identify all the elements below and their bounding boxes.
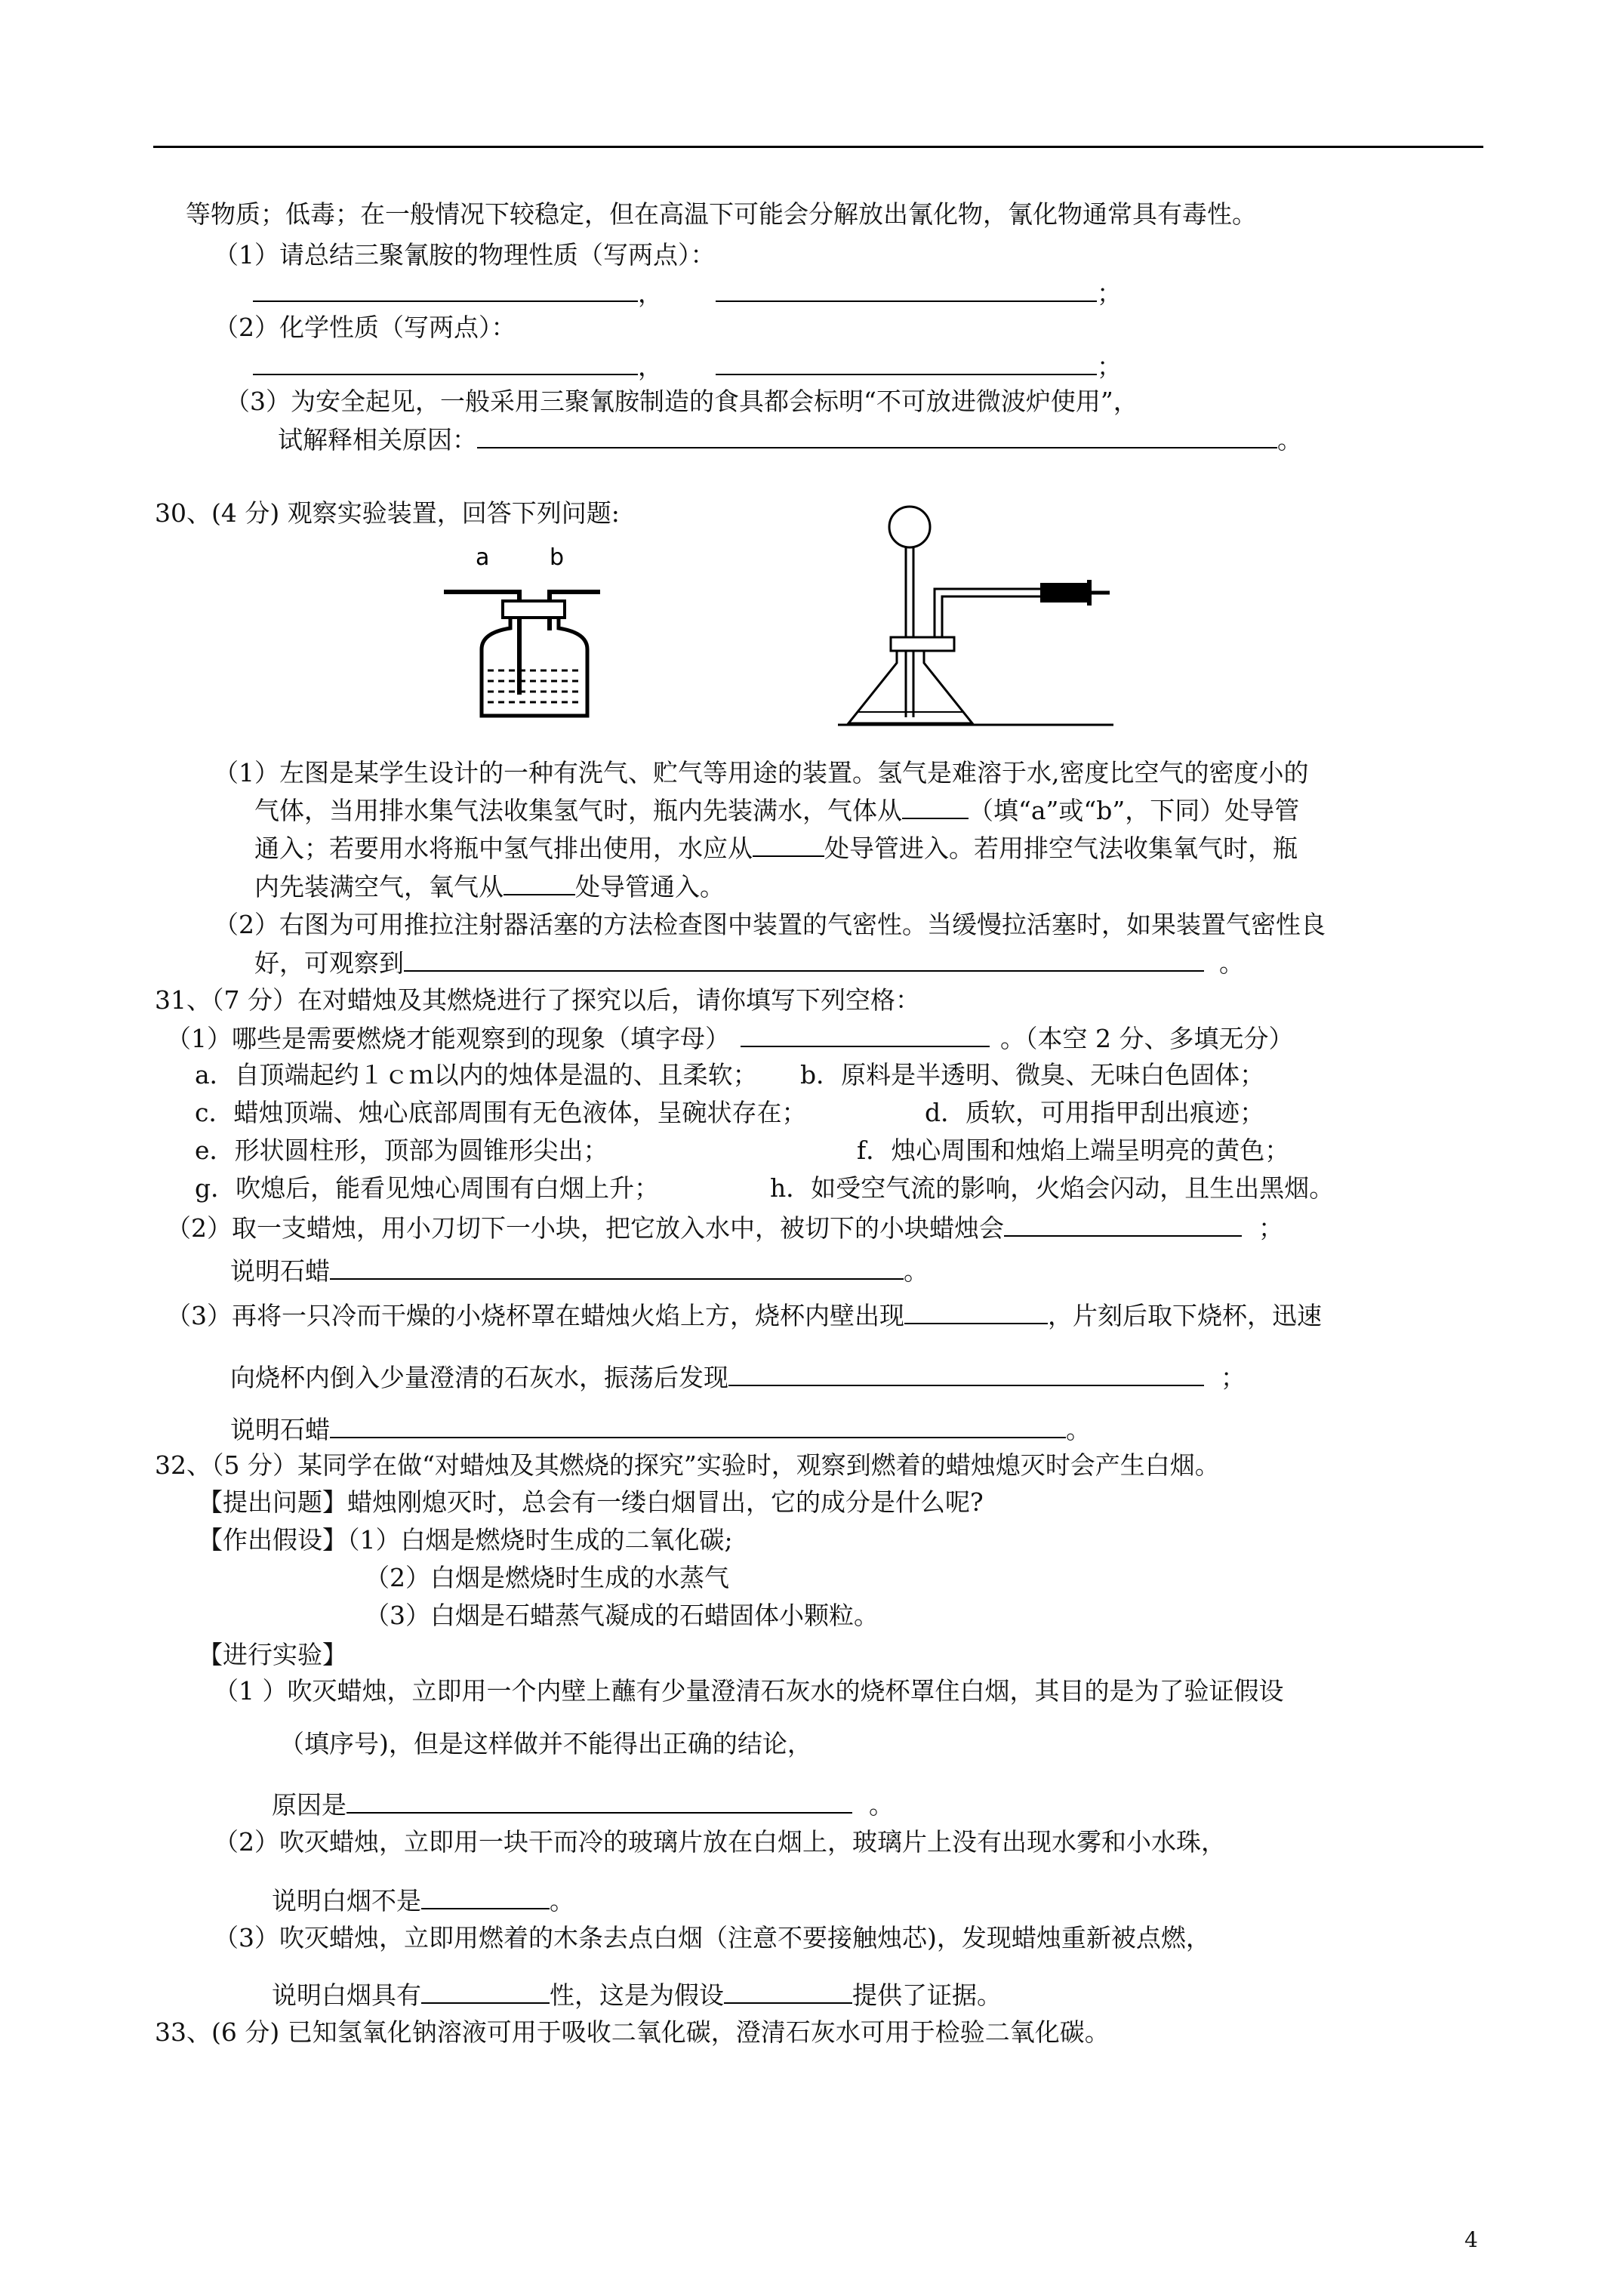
q30-line2: 气体，当用排水集气法收集氢气时，瓶内先装满水，气体从 （填“a”或“b”，下同）处导管	[254, 796, 1300, 825]
label-a: a	[476, 544, 490, 571]
airtightness-check-diagram	[838, 498, 1125, 736]
q29-part1: （1）请总结三聚氰胺的物理性质（写两点）：	[214, 240, 716, 270]
answer-blank[interactable]	[253, 351, 638, 375]
q30-line3: 通入；若要用水将瓶中氢气排出使用，水应从 处导管进入。若用排空气法收集氧气时，瓶	[254, 834, 1298, 863]
answer-blank[interactable]	[724, 1980, 852, 2004]
q31-option-g: g．吹熄后，能看见烛心周围有白烟上升；	[195, 1173, 660, 1203]
q32-hypothesis-1: 【作出假设】（1）白烟是燃烧时生成的二氧化碳;	[198, 1525, 733, 1555]
answer-blank[interactable]	[330, 1256, 904, 1280]
q29-part2-blanks: ， ；	[253, 351, 1122, 382]
q31-option-c: c．蜡烛顶端、烛心底部周围有无色液体，呈碗状存在；	[195, 1098, 807, 1127]
gas-washing-bottle-diagram	[438, 544, 619, 725]
q32-experiment-heading: 【进行实验】	[198, 1640, 347, 1669]
q32-exp3-line2: 说明白烟具有 性，这是为假设 提供了证据。	[272, 1980, 1002, 2010]
answer-blank[interactable]	[902, 795, 969, 819]
q32-exp1-line3: 原因是 。	[272, 1790, 894, 1820]
q31-part2-line2: 说明石蜡 。	[230, 1256, 929, 1286]
q31-option-a: a．自顶端起约１ｃｍ以内的烛体是温的、且柔软；	[195, 1060, 758, 1089]
answer-blank[interactable]	[1004, 1213, 1242, 1237]
answer-blank[interactable]	[741, 1023, 990, 1047]
q29-part3: （3）为安全起见，一般采用三聚氰胺制造的食具都会标明“不可放进微波炉使用”，	[225, 387, 1138, 416]
answer-blank[interactable]	[477, 424, 1277, 448]
q32-exp2: （2）吹灭蜡烛，立即用一块干而冷的玻璃片放在白烟上，玻璃片上没有出现水雾和小水珠，	[214, 1827, 1226, 1857]
answer-blank[interactable]	[753, 833, 824, 857]
q29-part3-line2: 试解释相关原因： 。	[278, 425, 1302, 455]
answer-blank[interactable]	[404, 948, 1204, 972]
q32-exp1: （1 ）吹灭蜡烛，立即用一个内壁上蘸有少量澄清石灰水的烧杯罩住白烟，其目的是为了验证假设	[214, 1676, 1284, 1706]
q29-part2: （2）化学性质（写两点）：	[214, 313, 516, 342]
answer-blank[interactable]	[904, 1300, 1048, 1324]
q32-exp1-line2: （填序号)，但是这样做并不能得出正确的结论，	[279, 1729, 812, 1758]
q31-option-b: b．原料是半透明、微臭、无味白色固体；	[800, 1060, 1265, 1089]
answer-blank[interactable]	[421, 1885, 550, 1909]
q31-part3-line3: 说明石蜡 。	[230, 1415, 1091, 1444]
q30-line4: 内先装满空气，氧气从 处导管通入。	[254, 872, 725, 901]
answer-blank[interactable]	[716, 278, 1097, 302]
label-b: b	[550, 544, 565, 571]
header-rule	[153, 146, 1483, 148]
q30-title: 30、(4 分) 观察实验装置，回答下列问题:	[155, 498, 620, 528]
q32-exp2-line2: 说明白烟不是 。	[272, 1886, 574, 1915]
q31-option-f: f．烛心周围和烛焰上端呈明亮的黄色；	[857, 1136, 1290, 1165]
answer-blank[interactable]	[728, 1362, 1204, 1386]
q31-part2: （2）取一支蜡烛，用小刀切下一小块，把它放入水中，被切下的小块蜡烛会 ；	[166, 1213, 1283, 1243]
q32-exp3: （3）吹灭蜡烛，立即用燃着的木条去点白烟（注意不要接触烛芯)，发现蜡烛重新被点燃，	[214, 1923, 1211, 1952]
q32-question: 【提出问题】蜡烛刚熄灭时，总会有一缕白烟冒出，它的成分是什么呢?	[198, 1487, 984, 1517]
q31-part3: （3）再将一只冷而干燥的小烧杯罩在蜡烛火焰上方，烧杯内壁出现 ，片刻后取下烧杯，迅速	[166, 1301, 1322, 1330]
q31-part1: （1）哪些是需要燃烧才能观察到的现象（填字母） 。（本空 2 分、多填无分）	[166, 1024, 1294, 1053]
q31-part3-line2: 向烧杯内倒入少量澄清的石灰水，振荡后发现 ；	[230, 1363, 1246, 1392]
page-number: 4	[1464, 2227, 1478, 2252]
q33-title: 33、(6 分) 已知氢氧化钠溶液可用于吸收二氧化碳，澄清石灰水可用于检验二氧化碳。	[155, 2017, 1110, 2047]
q32-hypothesis-2: （2）白烟是燃烧时生成的水蒸气	[365, 1563, 729, 1592]
answer-blank[interactable]	[504, 871, 575, 895]
q30-line5: （2）右图为可用推拉注射器活塞的方法检查图中装置的气密性。当缓慢拉活塞时，如果装置气密性良	[214, 910, 1326, 939]
answer-blank[interactable]	[421, 1980, 550, 2004]
q31-option-h: h．如受空气流的影响，火焰会闪动，且生出黑烟。	[770, 1173, 1335, 1203]
answer-blank[interactable]	[330, 1414, 1066, 1438]
answer-blank[interactable]	[346, 1789, 852, 1814]
q32-title: 32、（5 分）某同学在做“对蜡烛及其燃烧的探究”实验时，观察到燃着的蜡烛熄灭时会产生白烟。	[155, 1450, 1220, 1480]
q32-hypothesis-3: （3）白烟是石蜡蒸气凝成的石蜡固体小颗粒。	[365, 1601, 879, 1630]
q31-option-d: d．质软，可用指甲刮出痕迹；	[925, 1098, 1265, 1127]
intro-line: 等物质；低毒；在一般情况下较稳定，但在高温下可能会分解放出氰化物，氰化物通常具有毒性。	[186, 199, 1257, 229]
q31-option-e: e．形状圆柱形，顶部为圆锥形尖出；	[195, 1136, 608, 1165]
q30-line1: （1）左图是某学生设计的一种有洗气、贮气等用途的装置。氢气是难溶于水,密度比空气的密度小的	[214, 758, 1309, 787]
q30-line6: 好，可观察到 。	[254, 948, 1244, 978]
q29-part1-blanks: ， ；	[253, 278, 1122, 309]
answer-blank[interactable]	[253, 278, 638, 302]
answer-blank[interactable]	[716, 351, 1097, 375]
q31-title: 31、（7 分）在对蜡烛及其燃烧进行了探究以后，请你填写下列空格：	[155, 985, 920, 1015]
